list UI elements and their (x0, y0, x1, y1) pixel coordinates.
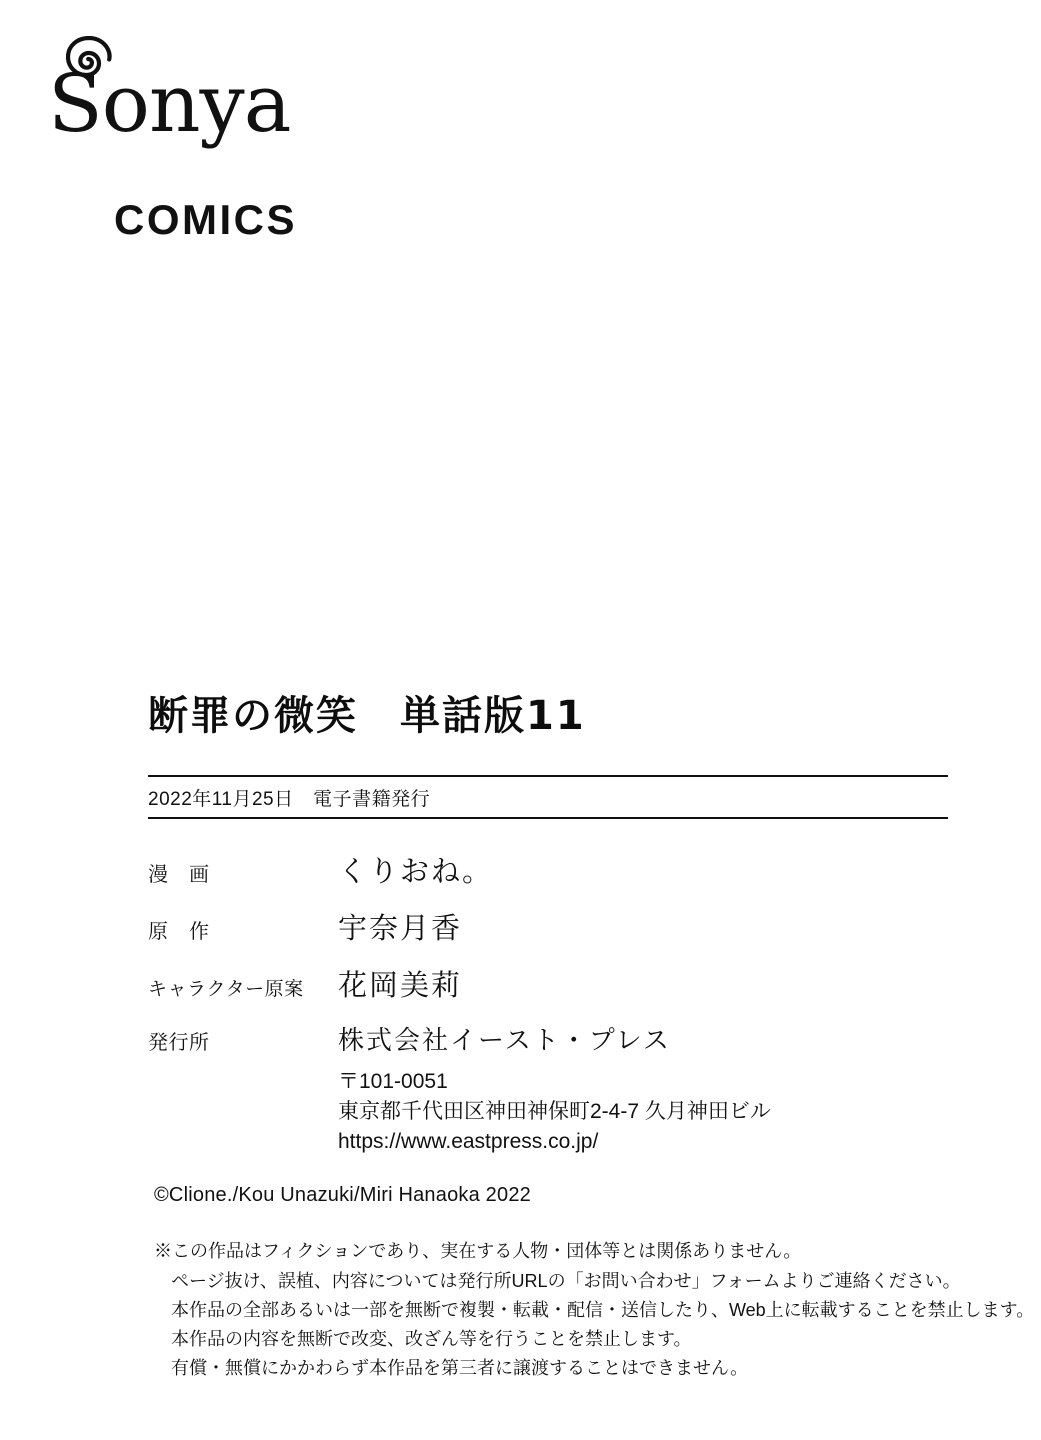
credit-name: くりおね。 (338, 856, 494, 888)
credit-role: 原 作 (148, 921, 210, 943)
address-postal-code: 〒101-0051 (338, 1070, 448, 1093)
credit-role: 発行所 (148, 1032, 210, 1054)
logo-subword: COMICS (114, 196, 297, 243)
credits-list (148, 849, 948, 1057)
logo-wordmark: Sonya (48, 57, 291, 150)
credit-name: 宇奈月香 (338, 913, 463, 945)
notice-line: ページ抜け、誤植、内容については発行所URLの「お問い合わせ」フォームよりご連絡ください。 (171, 1270, 961, 1291)
copyright-notice: ©Clione./Kou Unazuki/Miri Hanaoka 2022 (154, 1184, 531, 1207)
notice-line: 有償・無償にかかわらず本作品を第三者に譲渡することはできません。 (171, 1358, 749, 1379)
credit-name: 花岡美莉 (338, 970, 463, 1002)
credit-name: 株式会社イースト・プレス (338, 1025, 671, 1055)
colophon (148, 684, 1035, 1383)
legal-notices (154, 1237, 1035, 1383)
page-title: 断罪の微笑 単話版11 (148, 693, 586, 739)
credit-row (148, 906, 948, 947)
credit-row (148, 849, 948, 890)
notice-line: 本作品の内容を無断で改変、改ざん等を行うことを禁止します。 (171, 1328, 692, 1349)
notice-line: 本作品の全部あるいは一部を無断で複製・転載・配信・送信したり、Web上に転載することを禁止します。 (171, 1299, 1035, 1320)
publisher-address (338, 1067, 948, 1156)
credit-row (148, 1020, 948, 1057)
credit-row (148, 963, 948, 1004)
publication-date: 2022年11月25日 電子書籍発行 (148, 775, 948, 819)
credit-role: 漫 画 (148, 864, 210, 886)
notice-line: ※この作品はフィクションであり、実在する人物・団体等とは関係ありません。 (154, 1241, 802, 1262)
credit-role: キャラクター原案 (148, 979, 304, 1000)
address-street: 東京都千代田区神田神保町2-4-7 久月神田ビル (338, 1099, 771, 1123)
publisher-url[interactable]: https://www.eastpress.co.jp/ (338, 1129, 599, 1153)
